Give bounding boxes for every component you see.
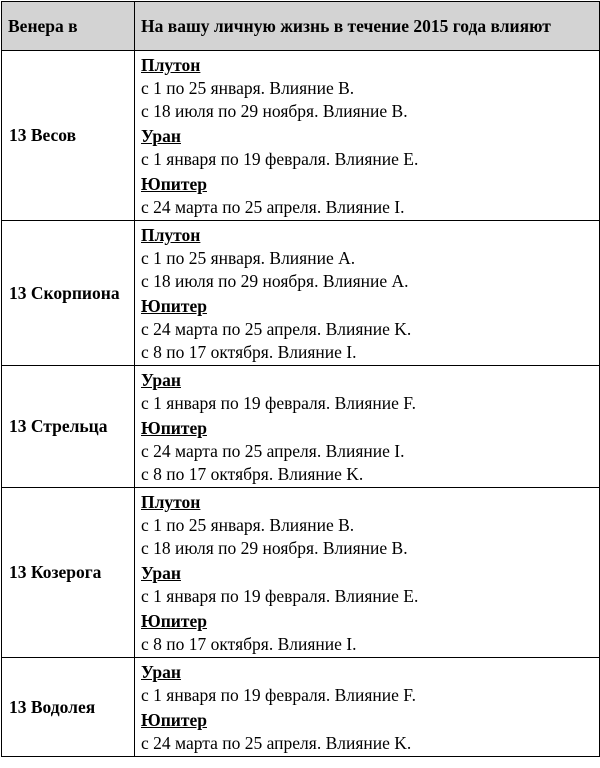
planet-name: Уран	[141, 126, 181, 146]
influence-period: с 18 июля по 29 ноября. Влияние B.	[141, 538, 408, 558]
table-body	[2, 51, 600, 757]
planet-block	[141, 562, 593, 608]
influence-period: с 1 января по 19 февраля. Влияние E.	[141, 149, 419, 169]
influence-period: с 24 марта по 25 апреля. Влияние I.	[141, 197, 405, 217]
planet-block	[141, 491, 593, 560]
planet-name: Уран	[141, 370, 181, 390]
planet-block	[141, 709, 593, 755]
table-row	[2, 221, 600, 366]
planet-name: Юпитер	[141, 296, 207, 316]
venus-sign-cell: 13 Стрельца	[2, 366, 135, 488]
influence-period: с 8 по 17 октября. Влияние I.	[141, 342, 357, 362]
influence-period: с 8 по 17 октября. Влияние K.	[141, 464, 364, 484]
table-row	[2, 488, 600, 658]
table-row	[2, 658, 600, 757]
planet-name: Уран	[141, 662, 181, 682]
influences-cell	[135, 488, 600, 658]
influence-period: с 1 января по 19 февраля. Влияние F.	[141, 685, 416, 705]
influence-period: с 24 марта по 25 апреля. Влияние K.	[141, 319, 412, 339]
influence-period: с 18 июля по 29 ноября. Влияние A.	[141, 271, 409, 291]
influence-period: с 1 по 25 января. Влияние B.	[141, 515, 355, 535]
planet-block	[141, 173, 593, 219]
table-row	[2, 366, 600, 488]
planet-name: Плутон	[141, 225, 201, 245]
influences-cell	[135, 51, 600, 221]
planet-name: Юпитер	[141, 710, 207, 730]
influence-period: с 18 июля по 29 ноября. Влияние B.	[141, 101, 408, 121]
planet-name: Юпитер	[141, 418, 207, 438]
planet-name: Уран	[141, 563, 181, 583]
influence-period: с 1 января по 19 февраля. Влияние E.	[141, 586, 419, 606]
header-influences-2015: На вашу личную жизнь в течение 2015 года влияют	[135, 2, 600, 51]
influence-period: с 1 по 25 января. Влияние B.	[141, 78, 355, 98]
influences-cell	[135, 366, 600, 488]
venus-sign-cell: 13 Водолея	[2, 658, 135, 757]
planet-block	[141, 295, 593, 364]
planet-block	[141, 417, 593, 486]
influence-period: с 24 марта по 25 апреля. Влияние I.	[141, 441, 405, 461]
venus-influence-table	[1, 1, 600, 757]
planet-block	[141, 54, 593, 123]
influence-period: с 24 марта по 25 апреля. Влияние K.	[141, 733, 412, 753]
table-header-row	[2, 2, 600, 51]
planet-name: Юпитер	[141, 174, 207, 194]
planet-name: Плутон	[141, 55, 201, 75]
planet-block	[141, 125, 593, 171]
venus-sign-cell: 13 Весов	[2, 51, 135, 221]
header-venus-position: Венера в	[2, 2, 135, 51]
influence-period: с 1 января по 19 февраля. Влияние F.	[141, 393, 416, 413]
planet-name: Плутон	[141, 492, 201, 512]
planet-block	[141, 610, 593, 656]
venus-sign-cell: 13 Скорпиона	[2, 221, 135, 366]
venus-sign-cell: 13 Козерога	[2, 488, 135, 658]
influences-cell	[135, 221, 600, 366]
influence-period: с 8 по 17 октября. Влияние I.	[141, 634, 357, 654]
planet-block	[141, 369, 593, 415]
planet-block	[141, 661, 593, 707]
planet-block	[141, 224, 593, 293]
planet-name: Юпитер	[141, 611, 207, 631]
table-row	[2, 51, 600, 221]
influences-cell	[135, 658, 600, 757]
influence-period: с 1 по 25 января. Влияние A.	[141, 248, 356, 268]
